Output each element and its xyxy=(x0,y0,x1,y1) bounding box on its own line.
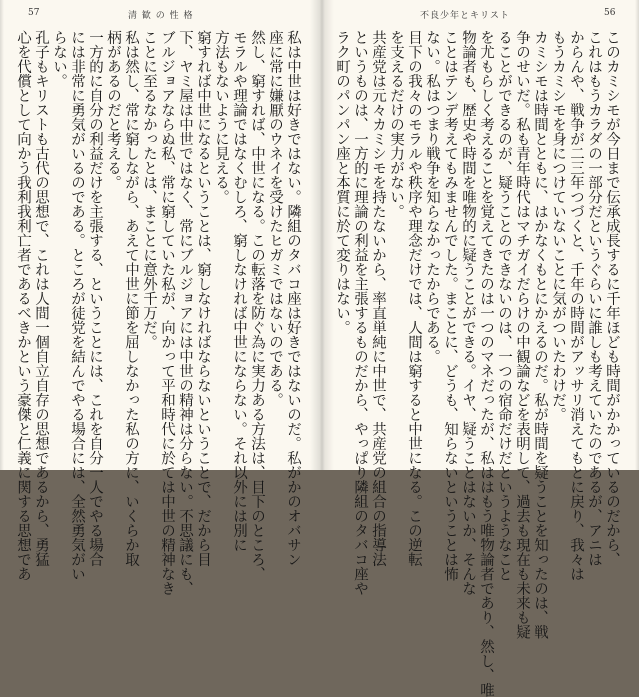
text-line: 物論者も、歴史や時間を唯物的に疑うことができる。イヤ、疑うことはないか、そんな xyxy=(460,30,476,596)
text-line: モラルや理論ではなくむしろ、窮しなければ中世にならない。それ以外には別に xyxy=(231,30,247,552)
text-line: を尤もらしく考えることを覚えてきたのは一つのマネだったが、私ははもう唯物論者であり、然し、唯 xyxy=(478,30,494,697)
text-line: このカミシモが今日まで伝承成長するに千年ほども時間がかかっているのだから、 xyxy=(604,30,620,567)
text-line: 窮すれば中世になるということは、窮しなければならないということで、だから目 xyxy=(195,30,211,567)
right-page-number: 56 xyxy=(604,8,616,18)
text-line: 下、ヤミ屋は中世ではなく、常にブルジョアには中世の精神は分らない。不思議にも、 xyxy=(177,30,193,596)
text-line: 心を代償として向かう我利我利亡者であるべきかという豪傑と仁義に関する思想であ xyxy=(15,30,31,581)
text-line: 柄があるのだと考える。 xyxy=(105,30,121,190)
text-line: を支えるだけの実力がない。 xyxy=(388,30,404,219)
text-line: 目下の我々のモラルや秩序や理念だけでは、人間は窮すると中世になる。この逆転 xyxy=(406,30,422,567)
left-page-body xyxy=(15,30,302,596)
left-page-number: 57 xyxy=(28,8,40,18)
text-line: 共産党は元々カミシモを持たないから、率直単純に中世で、共産党の組合の指導法 xyxy=(370,30,386,567)
text-line: 私は中世は好きではない。隣組のタバコ座は好きではないのだ。私がかのオバサン xyxy=(285,30,301,567)
text-line: 然し、窮すれば、中世になる。この転落を防ぐ為に実力ある方法は、目下のところ、 xyxy=(249,30,265,581)
text-line: 私は然し、常に窮しながら、あえて中世に節を屈しなかった私の方に、いくらか取 xyxy=(123,30,139,567)
text-line: ラク町のパンパン座と本質に於て変りはない。 xyxy=(334,30,350,335)
text-line: カミシモは時間とともに、はかなくもとにかえるのだ。私が時間を疑うことを知ったのは、戦 xyxy=(532,30,548,639)
text-line: ることができるのが、疑うことのできないのは、一つの宿命だけだというようなこと xyxy=(496,30,512,581)
text-line: ことはテンデ考えてもみませんでした。まことに、どうも、知らないということは怖 xyxy=(442,30,458,581)
text-line: からんや、戦争が二三年つづくと、千年の時間がアッサリ消えてもとに戻り、我々は xyxy=(568,30,584,581)
text-line: 座に常に嫌厭のウネイを受けたヒガミではないのである。 xyxy=(267,30,283,407)
text-line: には非常に勇気がいるのである。ところが徒党を結んでやる場合には、全然勇気がい xyxy=(69,30,85,581)
text-line: ことに至るなかったとは、まことに意外千万だ。 xyxy=(141,30,157,349)
text-line: もうカミシモを身につけていないことに気がついたわけだ。 xyxy=(550,30,566,422)
text-line: これはもうカラダの一部分だというぐらいに誰しも考えていたのであるが、アニは xyxy=(586,30,602,567)
page-edge-shadow-right xyxy=(635,0,639,470)
text-line: というものは、一方的に理論の利益を主張するものだから、やっぱり隣組のタバコ座や xyxy=(352,30,368,596)
book-gutter xyxy=(310,0,334,470)
text-line: 孔子もキリストも古代の思想で、これは人間一個自立自存の思想であるから、勇猛 xyxy=(33,30,49,567)
text-line: 争のせいだ。私も青年時代はマチガイだらけの中観論などを表明して、過去も現在も未来も疑 xyxy=(514,30,530,639)
right-running-head: 不良少年とキリスト xyxy=(420,11,510,21)
text-line: ない。私はつまり戦争を知らなかったからである。 xyxy=(424,30,440,364)
page-edge-shadow-left xyxy=(0,0,4,470)
text-line: ブルジョアならぬ私、常に窮していた私が、向かって平和時代に於ては中世の精神なき xyxy=(159,30,175,596)
right-page-body xyxy=(334,30,621,697)
text-line: 一方的に自分の利益だけを主張する、ということには、これを自分一人でやる場合 xyxy=(87,30,103,567)
left-running-head: 清 歓 の 性 格 xyxy=(128,11,194,21)
text-line: らない。 xyxy=(51,30,67,88)
text-line: 方法もないように見える。 xyxy=(213,30,229,204)
